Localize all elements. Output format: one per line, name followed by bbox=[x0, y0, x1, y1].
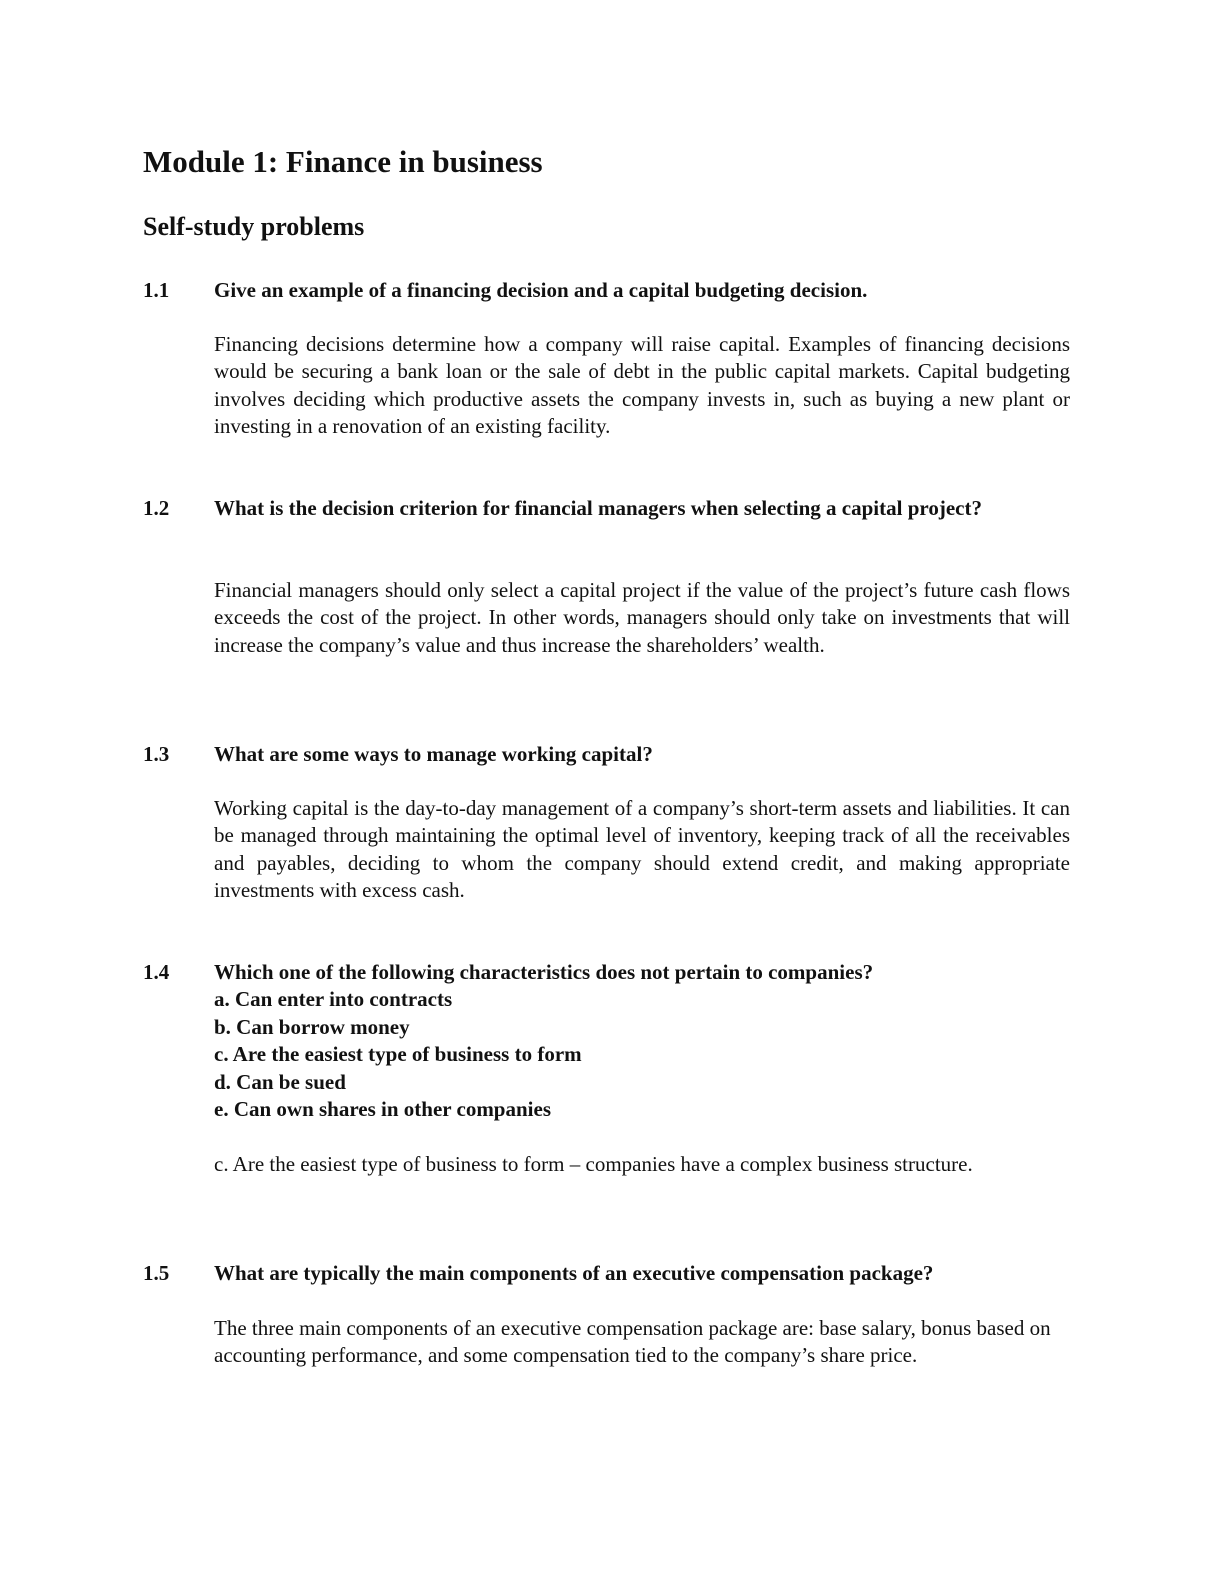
problem-question: What are some ways to manage working capital? bbox=[214, 742, 653, 766]
problem-answer: Financial managers should only select a capital project if the value of the project’s future cash flows exceeds the cost of the project. In other words, managers should only take on investments that will increase the company’s value and thus increase the shareholders’ wealth. bbox=[214, 578, 1070, 657]
problem-question: What are typically the main components of an executive compensation package? bbox=[214, 1261, 934, 1285]
problem-question-block bbox=[214, 959, 1070, 1123]
section-heading: Self-study problems bbox=[143, 212, 365, 241]
problem-question: Which one of the following characteristics does not pertain to companies? bbox=[214, 960, 874, 984]
answer-option-b: b. Can borrow money bbox=[214, 1014, 410, 1039]
answer-option-a: a. Can enter into contracts bbox=[214, 987, 453, 1012]
problem-number: 1.4 bbox=[143, 960, 170, 984]
problem-number: 1.5 bbox=[143, 1261, 170, 1285]
problem-number: 1.2 bbox=[143, 496, 170, 520]
answer-option-e: e. Can own shares in other companies bbox=[214, 1097, 551, 1122]
problem-answer: Working capital is the day-to-day management of a company’s short-term assets and liabilities. It can be managed through maintaining the optimal level of inventory, keeping track of all the receivables and payables, deciding to whom the company should extend credit, and making appropriate investments with excess cash. bbox=[214, 796, 1070, 903]
problem-answer: Financing decisions determine how a company will raise capital. Examples of financing decisions would be securing a bank loan or the sale of debt in the public capital markets. Capital budgeting involves deciding which productive assets the company invests in, such as buying a new plant or investing in a renovation of an existing facility. bbox=[214, 332, 1070, 439]
problem-answer: c. Are the easiest type of business to form – companies have a complex business structure. bbox=[214, 1152, 973, 1176]
problem-number: 1.3 bbox=[143, 742, 170, 766]
answer-option-c: c. Are the easiest type of business to form bbox=[214, 1042, 582, 1067]
page-title: Module 1: Finance in business bbox=[143, 144, 543, 179]
problem-answer: The three main components of an executive compensation package are: base salary, bonus based on accounting performance, and some compensation tied to the company’s share price. bbox=[214, 1316, 1051, 1368]
problem-number: 1.1 bbox=[143, 278, 170, 302]
answer-option-d: d. Can be sued bbox=[214, 1069, 346, 1094]
problem-question: What is the decision criterion for financial managers when selecting a capital project? bbox=[214, 496, 982, 520]
problem-question: Give an example of a financing decision and a capital budgeting decision. bbox=[214, 278, 868, 302]
